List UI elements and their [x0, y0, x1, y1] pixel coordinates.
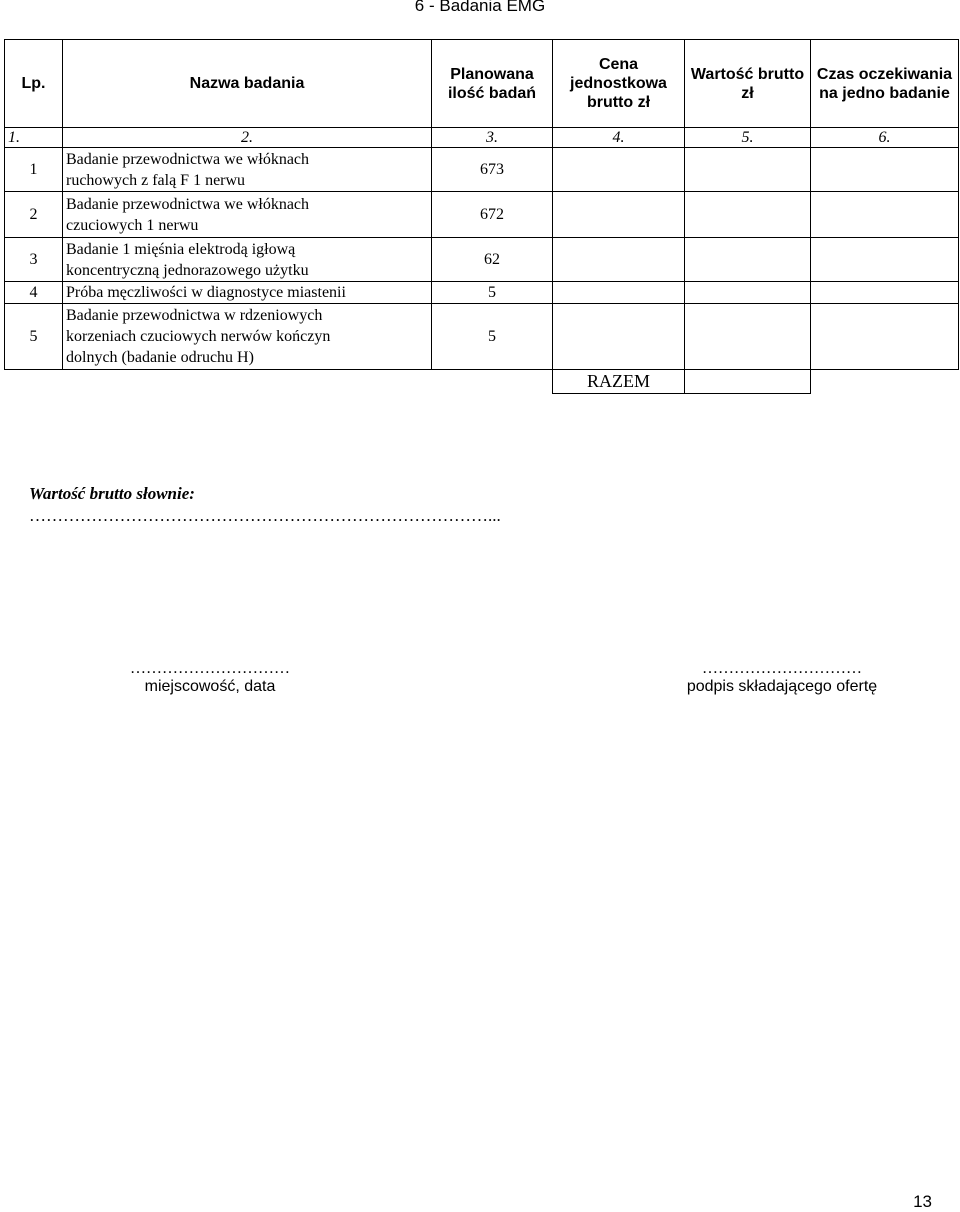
row-name	[63, 148, 432, 192]
row-unit-price-cell	[553, 192, 685, 238]
table-row	[5, 148, 959, 192]
row-qty: 673	[432, 148, 553, 192]
row-value-cell	[685, 148, 811, 192]
signature-dots: …………………………	[702, 660, 862, 677]
row-lp: 5	[5, 304, 63, 370]
row-name-line: Badanie przewodnictwa we włóknach	[66, 195, 310, 213]
table-row	[5, 282, 959, 304]
row-qty: 62	[432, 238, 553, 282]
row-qty: 5	[432, 282, 553, 304]
row-wait-cell	[811, 238, 959, 282]
row-wait-cell	[811, 148, 959, 192]
row-name	[63, 192, 432, 238]
row-name	[63, 238, 432, 282]
row-name-line: ruchowych z falą F 1 nerwu	[66, 171, 246, 189]
total-row	[5, 370, 959, 394]
page-number: 13	[913, 1192, 932, 1211]
header-qty: Planowana ilość badań	[432, 40, 553, 128]
total-value-cell	[685, 370, 811, 394]
row-name	[63, 304, 432, 370]
row-qty: 672	[432, 192, 553, 238]
place-date-signature	[90, 660, 330, 696]
place-date-label: miejscowość, data	[144, 678, 276, 695]
row-lp: 4	[5, 282, 63, 304]
row-name	[63, 282, 432, 304]
table-row	[5, 192, 959, 238]
column-number: 2.	[63, 128, 432, 148]
header-name: Nazwa badania	[63, 40, 432, 128]
column-number: 6.	[811, 128, 959, 148]
offer-signature	[672, 660, 892, 696]
row-name-line: Próba męczliwości w diagnostyce miastenii	[66, 284, 346, 301]
row-unit-price-cell	[553, 148, 685, 192]
row-value-cell	[685, 304, 811, 370]
row-value-cell	[685, 238, 811, 282]
column-number: 5.	[685, 128, 811, 148]
row-lp: 1	[5, 148, 63, 192]
row-unit-price-cell	[553, 282, 685, 304]
row-name-line: Badanie 1 mięśnia elektrodą igłową	[66, 240, 296, 258]
row-unit-price-cell	[553, 304, 685, 370]
row-wait-cell	[811, 282, 959, 304]
column-number-row	[5, 128, 959, 148]
row-value-cell	[685, 282, 811, 304]
row-lp: 2	[5, 192, 63, 238]
row-name-line: dolnych (badanie odruchu H)	[66, 349, 254, 366]
header-value: Wartość brutto zł	[685, 40, 811, 128]
document-title: 6 - Badania EMG	[414, 0, 546, 15]
header-wait-time: Czas oczekiwania na jedno badanie	[811, 40, 959, 128]
table-row	[5, 238, 959, 282]
column-number: 3.	[432, 128, 553, 148]
value-in-words-dots: ………………………………………………………………………...	[29, 506, 501, 525]
row-wait-cell	[811, 304, 959, 370]
signature-label: podpis składającego ofertę	[686, 678, 878, 695]
row-unit-price-cell	[553, 238, 685, 282]
table-row	[5, 304, 959, 370]
value-in-words-label: Wartość brutto słownie:	[29, 484, 195, 503]
total-label: RAZEM	[553, 370, 685, 394]
row-name-line: korzeniach czuciowych nerwów kończyn	[66, 328, 331, 345]
table-header-row	[5, 40, 959, 128]
column-number: 4.	[553, 128, 685, 148]
header-lp: Lp.	[5, 40, 63, 128]
header-unit-price: Cena jednostkowa brutto zł	[553, 40, 685, 128]
row-name-line: czuciowych 1 nerwu	[66, 216, 199, 234]
row-name-line: koncentryczną jednorazowego użytku	[66, 261, 309, 279]
row-lp: 3	[5, 238, 63, 282]
price-table	[4, 39, 959, 394]
row-value-cell	[685, 192, 811, 238]
row-qty: 5	[432, 304, 553, 370]
column-number: 1.	[5, 128, 63, 148]
place-date-dots: …………………………	[130, 660, 290, 677]
row-name-line: Badanie przewodnictwa we włóknach	[66, 150, 310, 168]
row-name-line: Badanie przewodnictwa w rdzeniowych	[66, 307, 323, 324]
row-wait-cell	[811, 192, 959, 238]
